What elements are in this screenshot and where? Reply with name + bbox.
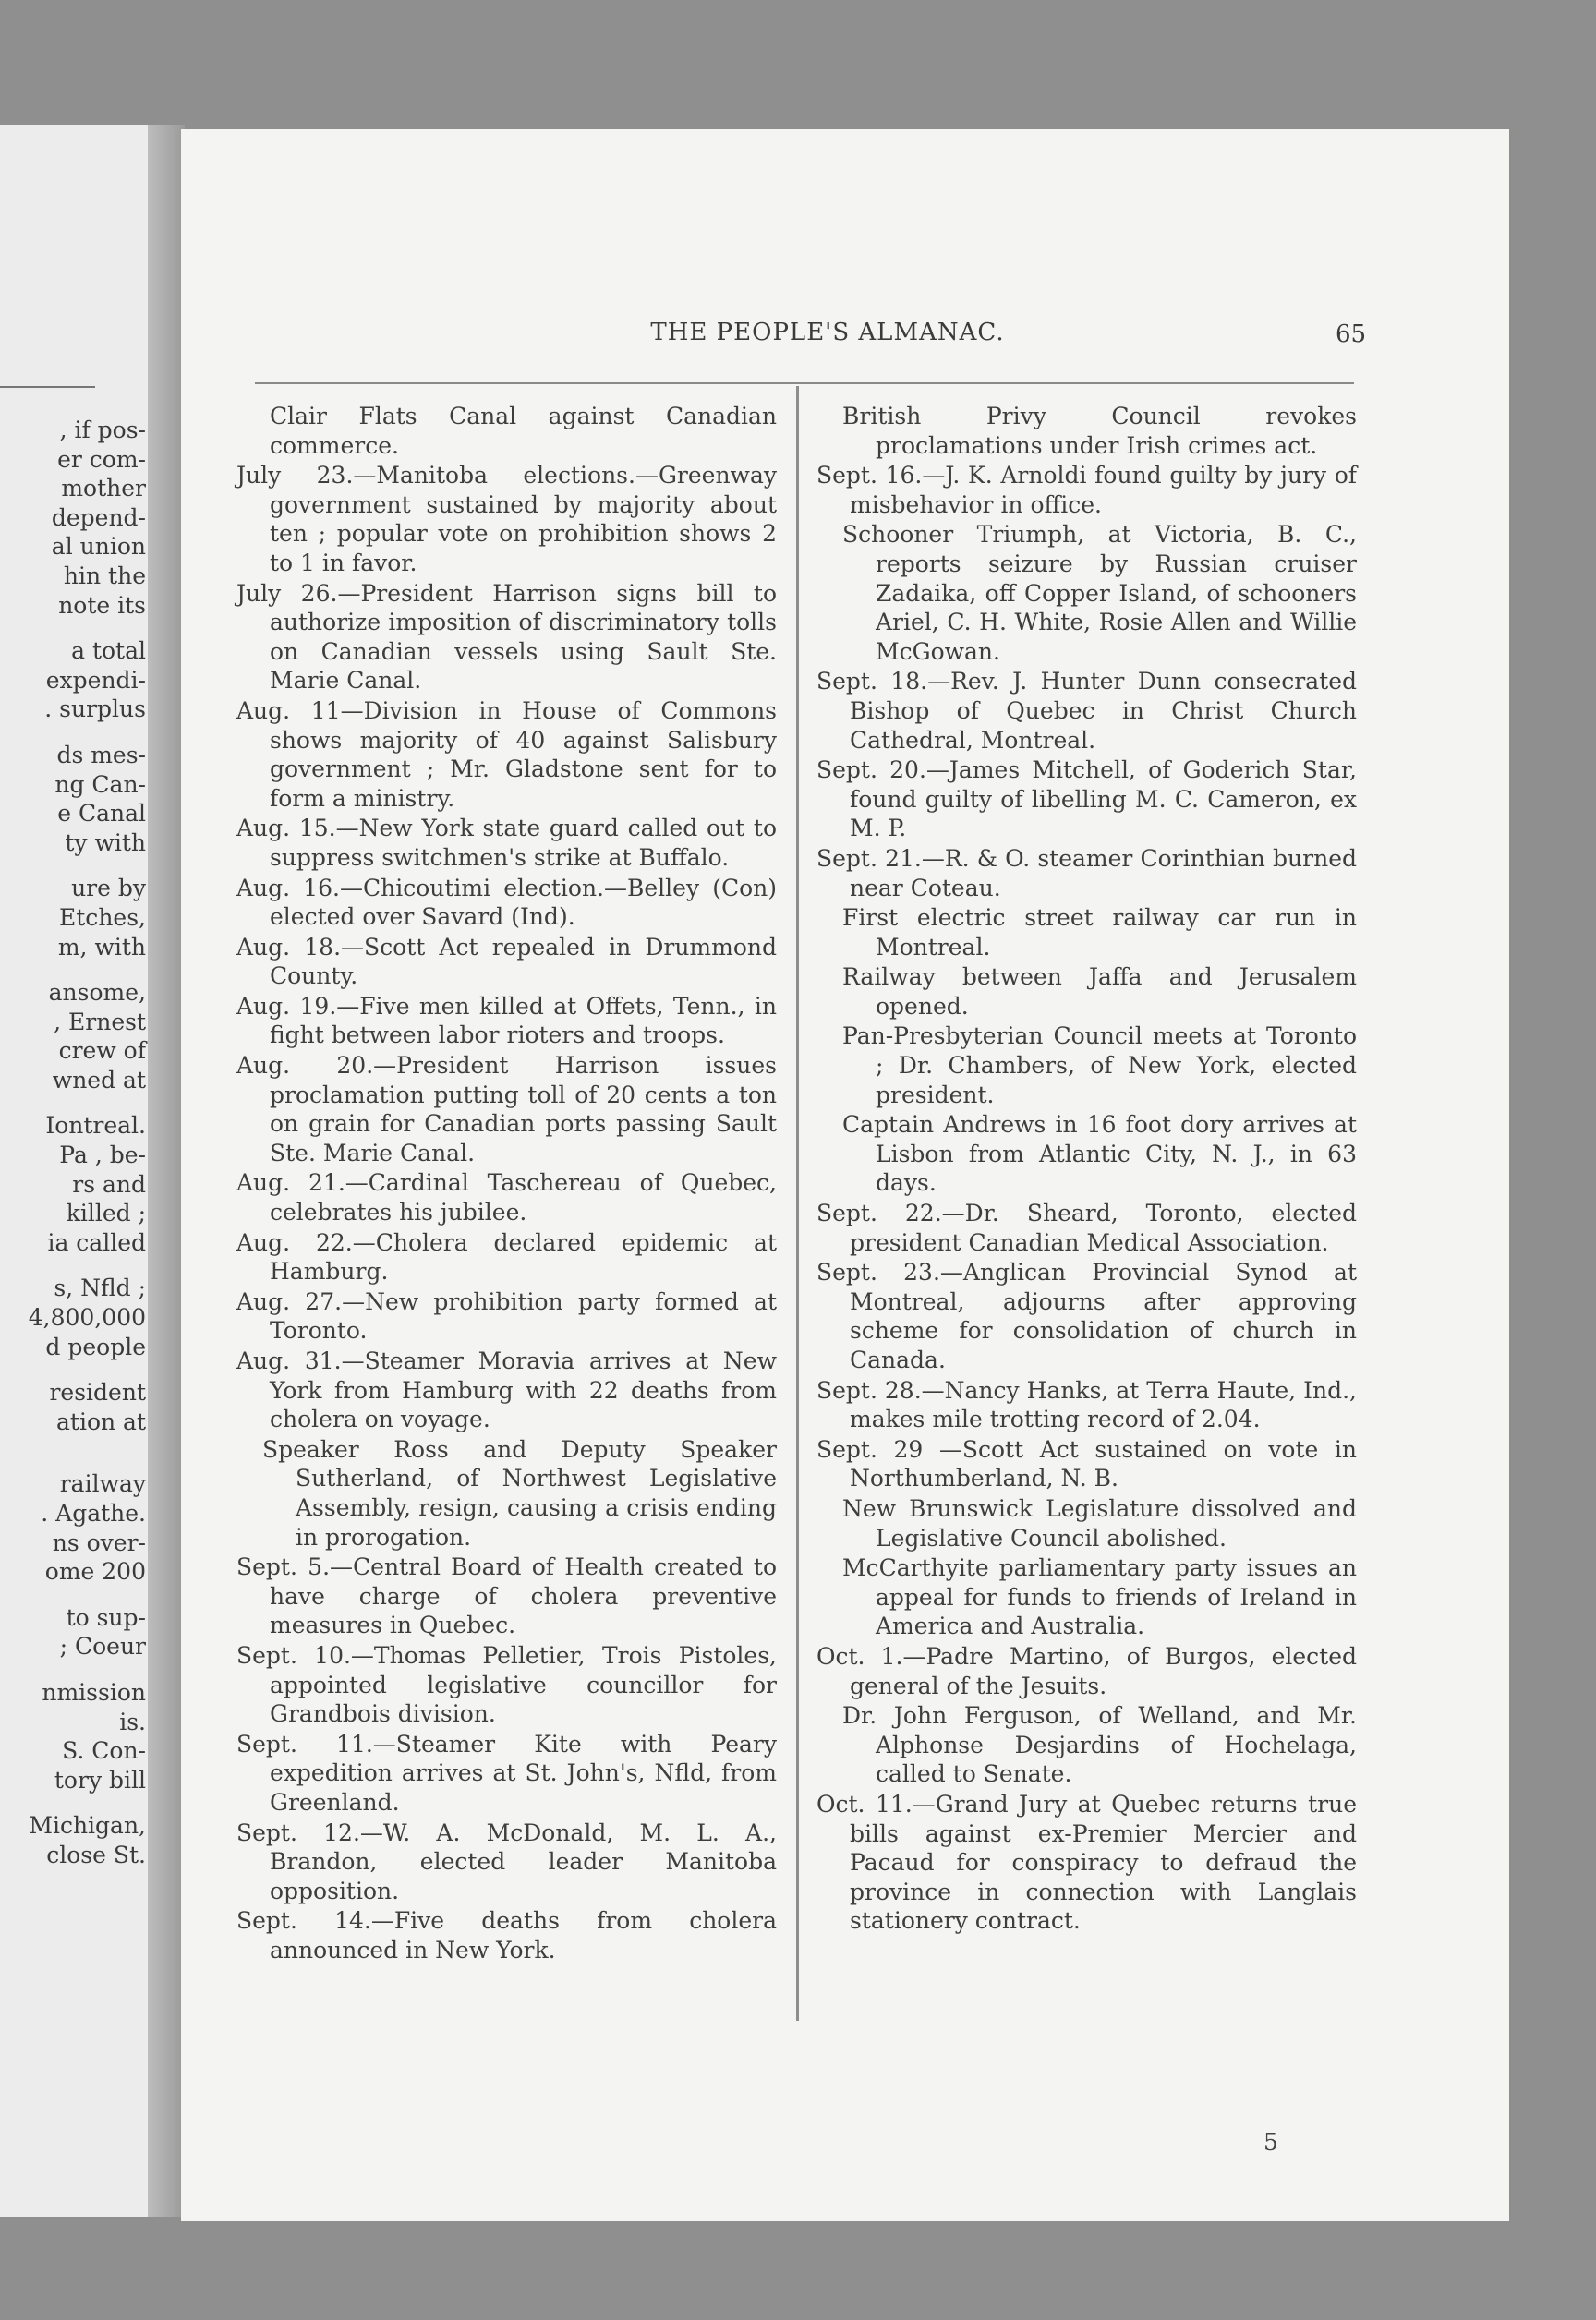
left-page-line: [0, 620, 146, 636]
left-page-line: al union: [51, 533, 146, 561]
left-page-line: depend-: [51, 503, 146, 531]
left-page-line: railway: [59, 1470, 146, 1498]
chronicle-entry: First electric street railway car run in Montreal.: [842, 904, 1357, 961]
left-page-line: [0, 1361, 146, 1378]
chronicle-entry: July 23.—Manitoba elections.—Greenway government sustained by majority about ten ; popular vote on prohibition shows 2 to 1 in favor.: [236, 462, 777, 576]
left-page-line: close St.: [46, 1841, 146, 1868]
left-page-line: Michigan,: [29, 1812, 146, 1840]
left-page-line: er com-: [57, 445, 146, 473]
chronicle-entry: Sept. 21.—R. & O. steamer Corinthian burned near Coteau.: [816, 844, 1357, 901]
chronicle-entry: McCarthyite parliamentary party issues an appeal for funds to friends of Ireland in America and Australia.: [842, 1554, 1357, 1640]
left-page-line: a total: [71, 637, 146, 665]
left-page-line: . surplus: [44, 695, 146, 723]
left-page-line: is.: [119, 1708, 146, 1735]
left-page-line: ansome,: [48, 979, 146, 1007]
left-page-line: . Agathe.: [41, 1500, 146, 1527]
left-page-line: rs and: [72, 1170, 146, 1198]
page-number: 65: [1336, 320, 1367, 348]
chronicle-entry: Sept. 22.—Dr. Sheard, Toronto, elected president Canadian Medical Association.: [816, 1200, 1357, 1256]
left-page-line: [0, 1661, 146, 1678]
left-page-line: ds mes-: [56, 741, 146, 768]
left-page-line: crew of: [58, 1037, 146, 1065]
left-page-line: Pa , be-: [59, 1142, 146, 1169]
left-page-line: ; Coeur: [59, 1633, 146, 1661]
chronicle-entry: Sept. 18.—Rev. J. Hunter Dunn consecrated Bishop of Quebec in Christ Church Cathedral, Montreal.: [816, 668, 1357, 754]
left-page-line: ns over-: [52, 1529, 146, 1556]
left-page-line: [0, 1794, 146, 1811]
left-page-line: [0, 1453, 146, 1469]
left-page-rule: [0, 386, 95, 388]
chronicle-entry: Sept. 28.—Nancy Hanks, at Terra Haute, Ind., makes mile trotting record of 2.04.: [816, 1376, 1357, 1433]
left-page-line: m, with: [57, 933, 146, 961]
left-page-line: nmission: [42, 1678, 146, 1706]
left-page-line: , Ernest: [54, 1008, 146, 1035]
left-page-line: ation at: [56, 1408, 146, 1435]
left-page-line: d people: [45, 1333, 146, 1360]
column-divider: [796, 386, 799, 2021]
left-page-line: killed ;: [66, 1200, 146, 1227]
left-column: [236, 402, 777, 1965]
left-page-line: 4,800,000: [28, 1304, 146, 1332]
left-page-line: expendi-: [45, 666, 146, 694]
chronicle-entry: Sept. 16.—J. K. Arnoldi found guilty by jury of misbehavior in office.: [816, 462, 1357, 518]
chronicle-entry: Sept. 29 —Scott Act sustained on vote in Northumberland, N. B.: [816, 1435, 1357, 1492]
left-page-line: note its: [58, 591, 146, 619]
chronicle-entry: Aug. 19.—Five men killed at Offets, Tenn., in fight between labor rioters and troops.: [236, 992, 777, 1049]
chronicle-entry: New Brunswick Legislature dissolved and Legislative Council abolished.: [842, 1494, 1357, 1552]
chronicle-entry: Clair Flats Canal against Canadian commerce.: [270, 403, 777, 459]
left-page-line: [0, 1257, 146, 1274]
left-page-line: wned at: [52, 1066, 146, 1094]
chronicle-entry: Oct. 1.—Padre Martino, of Burgos, elected general of the Jesuits.: [816, 1642, 1357, 1699]
left-page-line: to sup-: [66, 1603, 146, 1631]
left-page-line: [0, 961, 146, 978]
left-page-text: [0, 416, 146, 1870]
left-page-line: s, Nfld ;: [54, 1275, 146, 1302]
header-rule: [255, 382, 1354, 384]
left-page-line: [0, 1094, 146, 1111]
chronicle-entry: Sept. 11.—Steamer Kite with Peary expedition arrives at St. John's, Nfld, from Greenland.: [236, 1730, 777, 1816]
left-page-line: [0, 1436, 146, 1453]
chronicle-entry: Oct. 11.—Grand Jury at Quebec returns true bills against ex-Premier Mercier and Pacaud for conspiracy to defraud the province in connection with Langlais stationery contract.: [816, 1790, 1357, 1935]
chronicle-entry: Aug. 15.—New York state guard called out to suppress switchmen's strike at Buffalo.: [236, 815, 777, 871]
signature-mark: 5: [1264, 2129, 1278, 2156]
chronicle-entry: Aug. 11—Division in House of Commons shows majority of 40 against Salisbury government ; Mr. Gladstone sent for to form a ministry.: [236, 696, 777, 812]
chronicle-entry: Dr. John Ferguson, of Welland, and Mr. Alphonse Desjardins of Hochelaga, called to Senate.: [842, 1702, 1357, 1788]
left-page-line: [0, 724, 146, 741]
chronicle-entry: Aug. 22.—Cholera declared epidemic at Hamburg.: [236, 1228, 777, 1286]
chronicle-entry: Railway between Jaffa and Jerusalem opened.: [842, 963, 1357, 1020]
chronicle-entry: Aug. 21.—Cardinal Taschereau of Quebec, celebrates his jubilee.: [236, 1169, 777, 1226]
right-page: [181, 129, 1509, 2221]
left-page-line: mother: [61, 475, 146, 502]
left-page-line: ia called: [47, 1228, 146, 1256]
chronicle-entry: Aug. 16.—Chicoutimi election.—Belley (Con) elected over Savard (Ind).: [236, 874, 777, 931]
left-page-line: Iontreal.: [45, 1112, 146, 1140]
left-page-line: Etches,: [59, 903, 146, 931]
chronicle-entry: Sept. 14.—Five deaths from cholera announced in New York.: [236, 1907, 777, 1964]
chronicle-entry: Sept. 5.—Central Board of Health created to have charge of cholera preventive measures in Quebec.: [236, 1553, 777, 1639]
right-column: [816, 402, 1357, 1937]
running-head: THE PEOPLE'S ALMANAC.: [650, 319, 1005, 346]
chronicle-entry: Sept. 10.—Thomas Pelletier, Trois Pistoles, appointed legislative councillor for Grandbois division.: [236, 1641, 777, 1728]
chronicle-entry: Aug. 31.—Steamer Moravia arrives at New York from Hamburg with 22 deaths from cholera on voyage.: [236, 1347, 777, 1433]
left-page-line: [0, 1587, 146, 1603]
page-body: [181, 129, 1509, 2221]
chronicle-entry: Sept. 23.—Anglican Provincial Synod at Montreal, adjourns after approving scheme for consolidation of church in Canada.: [816, 1259, 1357, 1373]
left-page-fragment: [0, 125, 159, 2217]
left-page-line: , if pos-: [59, 417, 146, 443]
chronicle-entry: Aug. 18.—Scott Act repealed in Drummond County.: [236, 933, 777, 990]
left-page-line: ure by: [71, 875, 146, 902]
left-page-line: hin the: [63, 562, 146, 589]
chronicle-entry: Schooner Triumph, at Victoria, B. C., reports seizure by Russian cruiser Zadaika, off Copper Island, of schooners Ariel, C. H. White, Rosie Allen and Willie McGowan.: [842, 521, 1357, 665]
left-page-line: ty with: [65, 828, 146, 856]
chronicle-entry: Sept. 12.—W. A. McDonald, M. L. A., Brandon, elected leader Manitoba opposition.: [236, 1819, 777, 1904]
left-page-line: ome 200: [44, 1558, 146, 1586]
left-page-line: ng Can-: [54, 770, 146, 798]
chronicle-entry: Pan-Presbyterian Council meets at Toronto ; Dr. Chambers, of New York, elected president.: [842, 1022, 1357, 1108]
left-page-line: S. Con-: [62, 1737, 146, 1765]
chronicle-entry: Aug. 27.—New prohibition party formed at Toronto.: [236, 1287, 777, 1345]
chronicle-entry: British Privy Council revokes proclamations under Irish crimes act.: [842, 403, 1357, 459]
left-page-line: e Canal: [57, 800, 146, 828]
chronicle-entry: Aug. 20.—President Harrison issues proclamation putting toll of 20 cents a ton on grain for Canadian ports passing Sault Ste. Marie Canal.: [236, 1052, 777, 1166]
left-page-line: resident: [49, 1379, 146, 1407]
chronicle-entry: Speaker Ross and Deputy Speaker Sutherland, of Northwest Legislative Assembly, resign, causing a crisis ending in prorogation.: [262, 1435, 777, 1551]
chronicle-entry: Captain Andrews in 16 foot dory arrives at Lisbon from Atlantic City, N. J., in 63 days.: [842, 1111, 1357, 1197]
chronicle-entry: Sept. 20.—James Mitchell, of Goderich Star, found guilty of libelling M. C. Cameron, ex M. P.: [816, 756, 1357, 842]
chronicle-entry: July 26.—President Harrison signs bill to authorize imposition of discriminatory tolls on Canadian vessels using Sault Ste. Marie Canal.: [236, 579, 777, 695]
book-gutter: [148, 125, 185, 2217]
left-page-line: tory bill: [54, 1766, 146, 1794]
left-page-line: [0, 857, 146, 874]
